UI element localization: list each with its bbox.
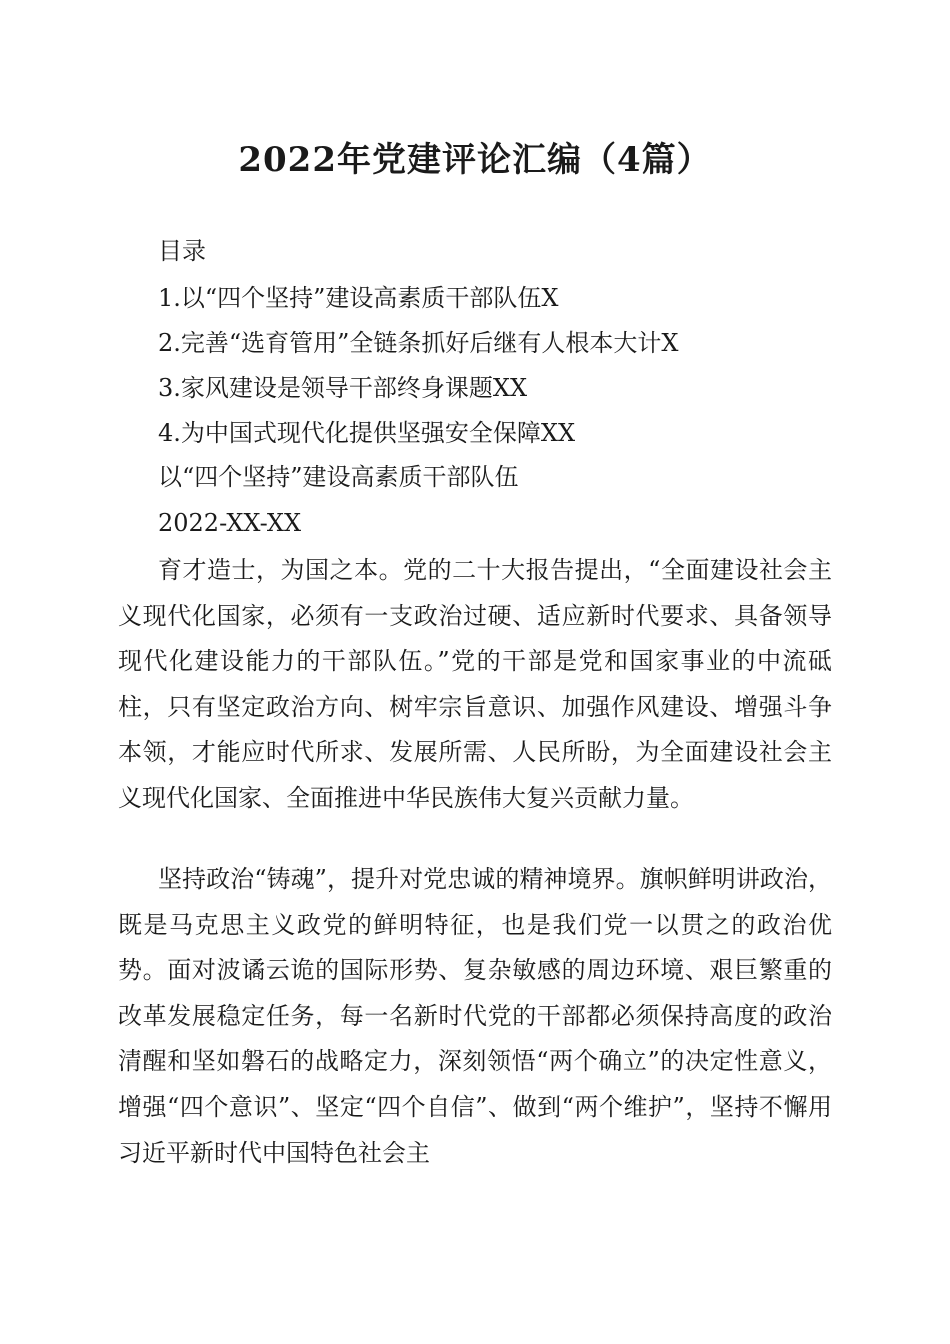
body-paragraph-1: 育才造士，为国之本。党的二十大报告提出，“全面建设社会主义现代化国家，必须有一支政治过硬、适应新时代要求、具备领导现代化建设能力的干部队伍。”党的干部是党和国家事业的中流砥柱，只有坚定政治方向、树牢宗旨意识、加强作风建设、增强斗争本领，才能应时代所求、发展所需、人民所盼，为全面建设社会主义现代化国家、全面推进中华民族伟大复兴贡献力量。 [118, 556, 832, 812]
body-paragraph-2: 坚持政治“铸魂”，提升对党忠诚的精神境界。旗帜鲜明讲政治，既是马克思主义政党的鲜明特征，也是我们党一以贯之的政治优势。面对波谲云诡的国际形势、复杂敏感的周边环境、艰巨繁重的改革发展稳定任务，每一名新时代党的干部都必须保持高度的政治清醒和坚如磐石的战略定力，深刻领悟“两个确立”的决定性意义，增强“四个意识”、坚定“四个自信”、做到“两个维护”，坚持不懈用习近平新时代中国特色社会主 [118, 865, 832, 1167]
toc-item-2: 2.完善“选育管用”全链条抓好后继有人根本大计X [158, 329, 679, 357]
toc-item-3: 3.家风建设是领导干部终身课题XX [158, 374, 528, 402]
article-date: 2022-XX-XX [158, 509, 302, 537]
toc-heading: 目录 [158, 237, 206, 265]
toc-item-1: 1.以“四个坚持”建设高素质干部队伍X [158, 284, 559, 312]
toc-item-4: 4.为中国式现代化提供坚强安全保障XX [158, 419, 576, 447]
article-title: 以“四个坚持”建设高素质干部队伍 [158, 463, 519, 491]
document-title: 2022年党建评论汇编（4篇） [238, 140, 712, 180]
